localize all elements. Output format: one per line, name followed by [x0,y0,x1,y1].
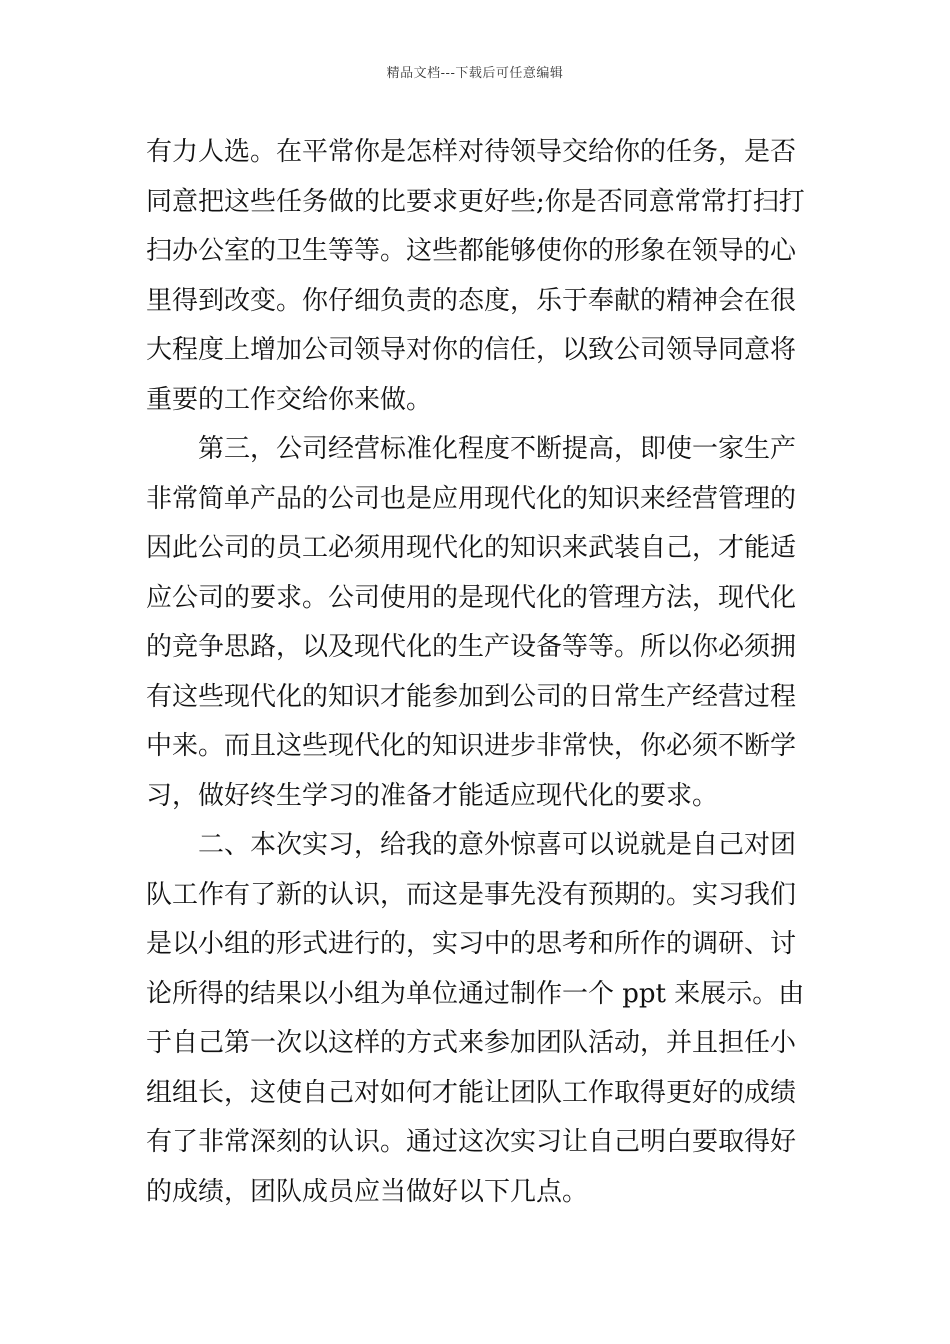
document-body [146,128,810,1217]
paragraph-2 [146,425,810,821]
paragraph-1 [146,128,810,425]
text-line: 习，做好终生学习的准备才能适应现代化的要求。 [146,780,719,811]
text-line: 有这些现代化的知识才能参加到公司的日常生产经营过程 [146,681,797,712]
text-line: 组组长，这使自己对如何才能让团队工作取得更好的成绩 [146,1077,797,1108]
text-line: 队工作有了新的认识，而这是事先没有预期的。实习我们 [146,879,797,910]
text-line: 有力人选。在平常你是怎样对待领导交给你的任务，是否 [146,137,797,167]
text-line: 大程度上增加公司领导对你的信任，以致公司领导同意将 [146,335,797,365]
text-line: 因此公司的员工必须用现代化的知识来武装自己，才能适 [146,533,797,563]
text-line: 有了非常深刻的认识。通过这次实习让自己明白要取得好 [146,1127,797,1157]
text-line: 于自己第一次以这样的方式来参加团队活动，并且担任小 [146,1028,797,1058]
text-line: 是以小组的形式进行的，实习中的思考和所作的调研、讨 [146,929,797,959]
text-line: 的竞争思路，以及现代化的生产设备等等。所以你必须拥 [146,632,797,662]
text-line: 扫办公室的卫生等等。这些都能够使你的形象在领导的心 [146,236,797,266]
text-line: 应公司的要求。公司使用的是现代化的管理方法，现代化 [146,582,797,613]
text-line-first: 二、本次实习，给我的意外惊喜可以说就是自己对团 [198,830,797,860]
text-line: 中来。而且这些现代化的知识进步非常快，你必须不断学 [146,731,797,761]
text-line: 非常简单产品的公司也是应用现代化的知识来经营管理的 [146,483,797,514]
text-line: 重要的工作交给你来做。 [146,384,433,415]
page-header: 精品文档---下载后可任意编辑 [386,66,564,81]
text-line-first: 第三，公司经营标准化程度不断提高，即使一家生产 [198,434,797,464]
text-line: 论所得的结果以小组为单位通过制作一个 ppt 来展示。由 [146,978,805,1009]
text-line: 的成绩，团队成员应当做好以下几点。 [146,1176,589,1207]
text-line: 里得到改变。你仔细负责的态度，乐于奉献的精神会在很 [146,285,797,316]
paragraph-3 [146,821,810,1217]
text-line: 同意把这些任务做的比要求更好些;你是否同意常常打扫打 [146,186,805,217]
